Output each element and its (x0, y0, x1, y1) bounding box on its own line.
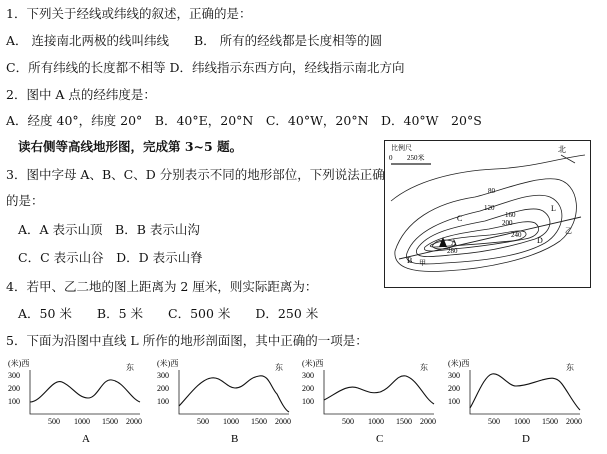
line-l (399, 217, 581, 259)
profile-chart-a (6, 358, 152, 450)
choice-label-b: B (231, 433, 239, 445)
profile-chart-b (155, 358, 301, 450)
point-a: A (451, 238, 457, 247)
y-unit-b: (米)西 (157, 359, 179, 368)
y-tick-100-d: 100 (448, 397, 460, 406)
north-label: 北 (558, 145, 566, 154)
contour-label-200: 200 (502, 219, 513, 227)
x-tick-1500-d: 1500 (542, 417, 558, 426)
scale-zero: 0 (389, 154, 393, 162)
profile-line-d (470, 374, 580, 410)
point-d: D (537, 236, 543, 245)
choice-label-d: D (522, 433, 530, 445)
profile-chart-c (300, 358, 446, 450)
y-unit-d: (米)西 (448, 359, 470, 368)
y-tick-300-c: 300 (302, 371, 314, 380)
contour-label-80: 80 (488, 187, 495, 195)
choice-label-a: A (82, 433, 90, 445)
q3-options-line2: C．C 表示山谷 D．D 表示山脊 (18, 250, 203, 265)
y-tick-100-a: 100 (8, 397, 20, 406)
y-tick-300-d: 300 (448, 371, 460, 380)
contour-label-280: 280 (447, 247, 458, 255)
x-tick-500-a: 500 (48, 417, 60, 426)
x-tick-1000-c: 1000 (368, 417, 384, 426)
choice-label-c: C (376, 433, 384, 445)
profile-line-b (179, 376, 289, 412)
point-yi: 乙 (565, 227, 572, 235)
x-tick-2000-b: 2000 (275, 417, 291, 426)
x-tick-1500-b: 1500 (251, 417, 267, 426)
point-jia: 甲 (419, 259, 426, 267)
x-tick-2000-c: 2000 (420, 417, 436, 426)
axes-d (470, 370, 580, 414)
contour-map (384, 140, 591, 288)
y-tick-300-b: 300 (157, 371, 169, 380)
profile-svg-c (300, 358, 446, 450)
profile-chart-d (446, 358, 592, 450)
q4-options: A．50 米 B．5 米 C．500 米 D．250 米 (18, 306, 319, 321)
scale-title: 比例尺 (391, 144, 412, 152)
profile-svg-b (155, 358, 301, 450)
east-label-b: 东 (275, 363, 283, 372)
contour-80 (395, 179, 577, 272)
section-intro: 读右侧等高线地形图，完成第 3~5 题。 (18, 139, 243, 154)
q4-stem: 4．若甲、乙二地的图上距离为 2 厘米，则实际距离为： (6, 279, 318, 294)
profile-line-c (324, 376, 434, 404)
x-tick-1000-d: 1000 (514, 417, 530, 426)
q2-options: A．经度 40°，纬度 20° B．40°E，20°N C．40°W，20°N D．40°W 20°S (6, 113, 482, 128)
contour-label-160: 160 (505, 211, 516, 219)
x-tick-500-c: 500 (342, 417, 354, 426)
q3-stem-1: 3．图中字母 A、B、C、D 分别表示不同的地形部位，下列说法正确 (6, 167, 385, 182)
y-tick-100-b: 100 (157, 397, 169, 406)
contour-label-120: 120 (484, 204, 495, 212)
y-unit-c: (米)西 (302, 359, 324, 368)
scale-value: 250米 (407, 154, 425, 162)
point-b: B (407, 256, 413, 265)
q5-stem: 5．下面为沿图中直线 L 所作的地形剖面图，其中正确的一项是： (6, 333, 368, 348)
x-tick-500-d: 500 (488, 417, 500, 426)
x-tick-1500-a: 1500 (102, 417, 118, 426)
x-tick-2000-d: 2000 (566, 417, 582, 426)
q3-stem-2: 的是： (6, 193, 44, 208)
y-tick-200-d: 200 (448, 384, 460, 393)
q2-stem: 2．图中 A 点的经纬度是： (6, 87, 156, 102)
q1-options-line1: A． 连接南北两极的线叫纬线 B． 所有的经线都是长度相等的圆 (6, 33, 383, 48)
profile-line-a (30, 380, 140, 402)
x-tick-500-b: 500 (197, 417, 209, 426)
contour-map-svg (385, 141, 592, 289)
y-unit-a: (米)西 (8, 359, 30, 368)
contour-label-240: 240 (511, 231, 522, 239)
y-tick-100-c: 100 (302, 397, 314, 406)
x-tick-1500-c: 1500 (396, 417, 412, 426)
east-label-d: 东 (566, 363, 574, 372)
y-tick-200-c: 200 (302, 384, 314, 393)
east-label-a: 东 (126, 363, 134, 372)
axes-b (179, 370, 289, 414)
y-tick-200-a: 200 (8, 384, 20, 393)
x-tick-1000-b: 1000 (223, 417, 239, 426)
q1-stem: 1．下列关于经线或纬线的叙述，正确的是： (6, 6, 252, 21)
point-c: C (457, 214, 463, 223)
x-tick-1000-a: 1000 (74, 417, 90, 426)
profile-svg-d (446, 358, 592, 450)
q3-options-line1: A．A 表示山顶 B．B 表示山沟 (18, 222, 200, 237)
east-label-c: 东 (420, 363, 428, 372)
point-l: L (551, 204, 556, 213)
x-tick-2000-a: 2000 (126, 417, 142, 426)
axes-a (30, 370, 140, 414)
y-tick-300-a: 300 (8, 371, 20, 380)
y-tick-200-b: 200 (157, 384, 169, 393)
q1-options-line2: C．所有纬线的长度都不相等 D．纬线指示东西方向，经线指示南北方向 (6, 60, 405, 75)
profile-svg-a (6, 358, 152, 450)
